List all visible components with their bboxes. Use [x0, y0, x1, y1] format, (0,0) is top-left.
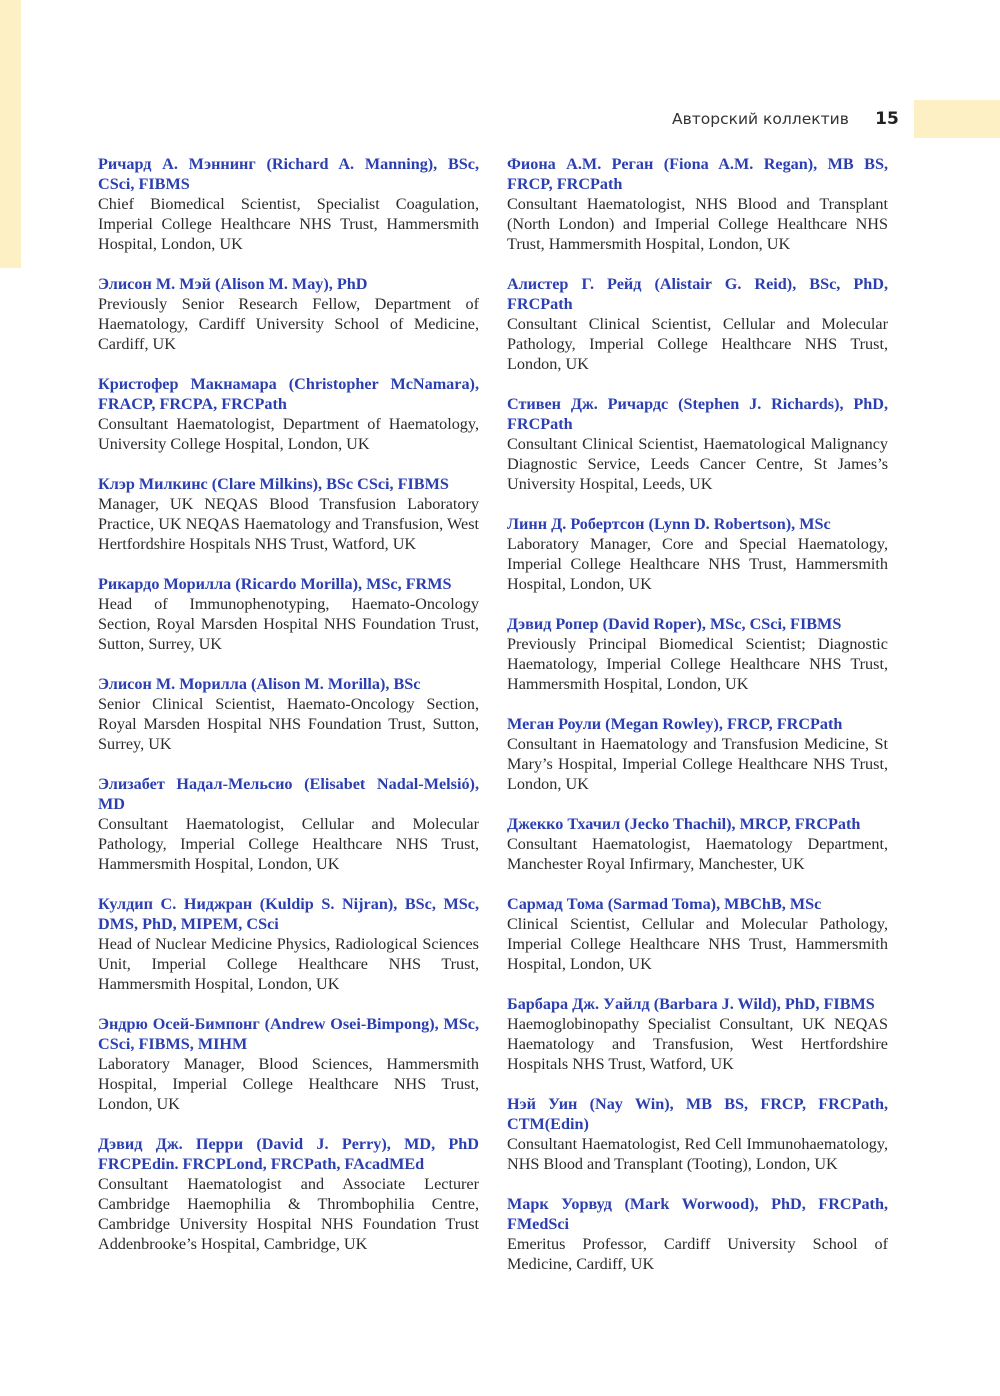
- author-name: Элисон М. Мэй (Alison M. May), PhD: [98, 275, 368, 293]
- author-entry: [507, 154, 888, 254]
- author-affiliation: Previously Senior Research Fellow, Department of Haematology, Cardiff University School of Medicine, Cardiff, UK: [98, 295, 479, 353]
- author-affiliation: Consultant Haematologist, Department of Haematology, University College Hospital, London, UK: [98, 415, 479, 453]
- author-name: Кулдип С. Ниджран (Kuldip S. Nijran), BSc, MSc, DMS, PhD, MIPEM, CSci: [98, 895, 479, 933]
- author-name: Барбара Дж. Уайлд (Barbara J. Wild), PhD, FIBMS: [507, 995, 875, 1013]
- author-affiliation: Consultant Haematologist, Haematology Department, Manchester Royal Infirmary, Manchester, UK: [507, 835, 888, 873]
- author-affiliation: Consultant Haematologist, Red Cell Immunohaematology, NHS Blood and Transplant (Tooting), London, UK: [507, 1135, 888, 1173]
- author-name: Джекко Тхачил (Jecko Thachil), MRCP, FRCPath: [507, 815, 861, 833]
- author-entry: [98, 154, 479, 254]
- author-name: Дэвид Дж. Перри (David J. Perry), MD, PhD FRCPEdin. FRCPLond, FRCPath, FAcadMEd: [98, 1135, 479, 1173]
- author-entry: [507, 274, 888, 374]
- author-entry: [507, 994, 888, 1074]
- author-affiliation: Consultant Haematologist and Associate Lecturer Cambridge Haemophilia & Thrombophilia Centre, Cambridge University Hospital NHS Foundation Trust Addenbrooke’s Hospital, Cambridge, UK: [98, 1175, 479, 1253]
- author-entry: [507, 814, 888, 874]
- author-entry: [507, 514, 888, 594]
- author-name: Дэвид Ропер (David Roper), MSc, CSci, FIBMS: [507, 615, 842, 633]
- author-affiliation: Manager, UK NEQAS Blood Transfusion Laboratory Practice, UK NEQAS Haematology and Transfusion, West Hertfordshire Hospitals NHS Trust, Watford, UK: [98, 495, 479, 553]
- author-entry: [98, 674, 479, 754]
- author-affiliation: Consultant Clinical Scientist, Haematological Malignancy Diagnostic Service, Leeds Cancer Centre, St James’s University Hospital, Leeds, UK: [507, 435, 888, 493]
- author-entry: [98, 894, 479, 994]
- author-affiliation: Laboratory Manager, Core and Special Haematology, Imperial College Healthcare NHS Trust, Hammersmith Hospital, London, UK: [507, 535, 888, 593]
- author-affiliation: Head of Immunophenotyping, Haemato-Oncology Section, Royal Marsden Hospital NHS Foundation Trust, Sutton, Surrey, UK: [98, 595, 479, 653]
- author-entry: [507, 394, 888, 494]
- side-tab-marker: [0, 0, 21, 268]
- author-name: Кристофер Макнамара (Christopher McNamara), FRACP, FRCPA, FRCPath: [98, 375, 479, 413]
- author-name: Алистер Г. Рейд (Alistair G. Reid), BSc, PhD, FRCPath: [507, 275, 888, 313]
- author-entry: [98, 574, 479, 654]
- author-entry: [507, 1194, 888, 1274]
- author-affiliation: Consultant Haematologist, Cellular and Molecular Pathology, Imperial College Healthcare NHS Trust, Hammersmith Hospital, London, UK: [98, 815, 479, 873]
- author-affiliation: Clinical Scientist, Cellular and Molecular Pathology, Imperial College Healthcare NHS Trust, Hammersmith Hospital, London, UK: [507, 915, 888, 973]
- author-name: Нэй Уин (Nay Win), MB BS, FRCP, FRCPath, CTM(Edin): [507, 1095, 888, 1133]
- author-affiliation: Emeritus Professor, Cardiff University School of Medicine, Cardiff, UK: [507, 1235, 888, 1273]
- author-affiliation: Chief Biomedical Scientist, Specialist Coagulation, Imperial College Healthcare NHS Trust, Hammersmith Hospital, London, UK: [98, 195, 479, 253]
- right-column: [507, 154, 888, 1294]
- author-affiliation: Consultant in Haematology and Transfusion Medicine, St Mary’s Hospital, Imperial College Healthcare NHS Trust, London, UK: [507, 735, 888, 793]
- author-entry: [507, 614, 888, 694]
- author-name: Стивен Дж. Ричардс (Stephen J. Richards), PhD, FRCPath: [507, 395, 888, 433]
- author-affiliation: Consultant Clinical Scientist, Cellular and Molecular Pathology, Imperial College Healthcare NHS Trust, London, UK: [507, 315, 888, 373]
- author-name: Ричард А. Мэннинг (Richard A. Manning), BSc, CSci, FIBMS: [98, 155, 479, 193]
- author-name: Сармад Тома (Sarmad Toma), MBChB, MSc: [507, 895, 822, 913]
- header-band: [914, 100, 1000, 138]
- author-name: Фиона А.М. Реган (Fiona A.M. Regan), MB BS, FRCP, FRCPath: [507, 155, 888, 193]
- author-entry: [98, 474, 479, 554]
- author-name: Марк Уорвуд (Mark Worwood), PhD, FRCPath, FMedSci: [507, 1195, 888, 1233]
- author-name: Меган Роули (Megan Rowley), FRCP, FRCPath: [507, 715, 843, 733]
- author-entry: [507, 1094, 888, 1174]
- author-entry: [98, 774, 479, 874]
- author-entry: [507, 714, 888, 794]
- author-affiliation: Senior Clinical Scientist, Haemato-Oncology Section, Royal Marsden Hospital NHS Foundation Trust, Sutton, Surrey, UK: [98, 695, 479, 753]
- author-name: Линн Д. Робертсон (Lynn D. Robertson), MSc: [507, 515, 831, 533]
- author-name: Эндрю Осей-Бимпонг (Andrew Osei-Bimpong), MSc, CSci, FIBMS, MIHM: [98, 1015, 479, 1053]
- author-name: Элисон М. Морилла (Alison M. Morilla), BSc: [98, 675, 421, 693]
- author-affiliation: Head of Nuclear Medicine Physics, Radiological Sciences Unit, Imperial College Healthcare NHS Trust, Hammersmith Hospital, London, UK: [98, 935, 479, 993]
- author-entry: [98, 374, 479, 454]
- author-affiliation: Haemoglobinopathy Specialist Consultant, UK NEQAS Haematology and Transfusion, West Hertfordshire Hospitals NHS Trust, Watford, UK: [507, 1015, 888, 1073]
- running-header-title: Авторский коллектив: [672, 110, 849, 128]
- page-number: 15: [860, 100, 914, 138]
- page-header: [672, 100, 1000, 138]
- author-entry: [98, 274, 479, 354]
- left-column: [98, 154, 479, 1274]
- author-entry: [98, 1134, 479, 1254]
- author-name: Клэр Милкинс (Clare Milkins), BSc CSci, FIBMS: [98, 475, 449, 493]
- author-name: Элизабет Надал-Мельсио (Elisabet Nadal-Melsió), MD: [98, 775, 479, 813]
- author-entry: [507, 894, 888, 974]
- author-affiliation: Previously Principal Biomedical Scientist; Diagnostic Haematology, Imperial College Healthcare NHS Trust, Hammersmith Hospital, London, UK: [507, 635, 888, 693]
- author-affiliation: Laboratory Manager, Blood Sciences, Hammersmith Hospital, Imperial College Healthcare NHS Trust, London, UK: [98, 1055, 479, 1113]
- author-name: Рикардо Морилла (Ricardo Morilla), MSc, FRMS: [98, 575, 452, 593]
- author-affiliation: Consultant Haematologist, NHS Blood and Transplant (North London) and Imperial College Healthcare NHS Trust, Hammersmith Hospital, London, UK: [507, 195, 888, 253]
- author-entry: [98, 1014, 479, 1114]
